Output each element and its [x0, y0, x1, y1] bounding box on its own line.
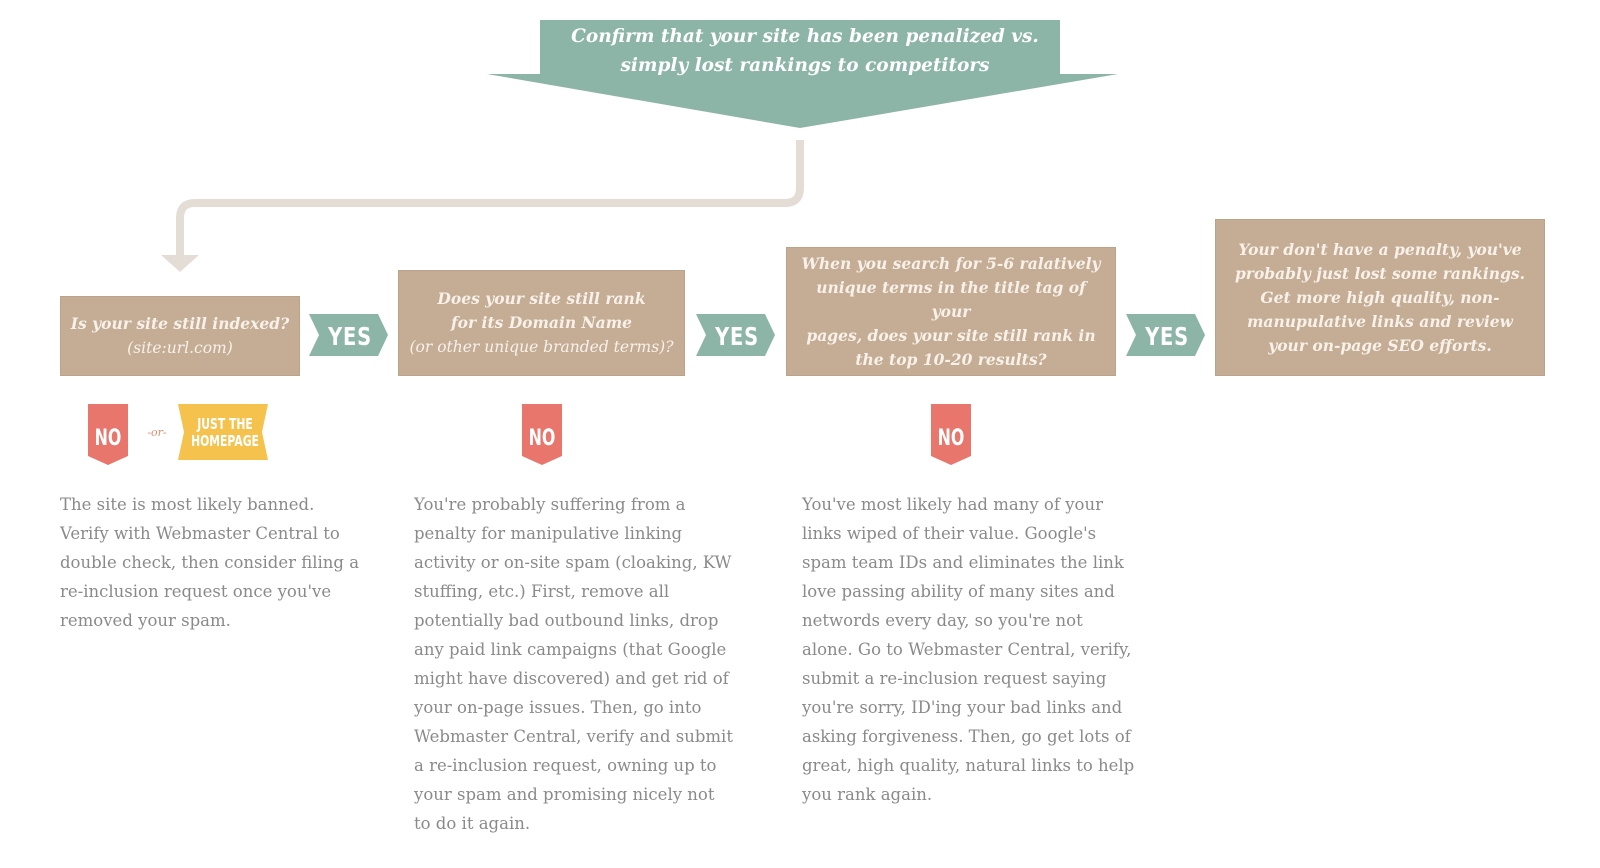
- question-text: unique terms in the title tag of your: [816, 277, 1086, 321]
- outcome-line: You're probably suffering from a: [414, 495, 686, 514]
- outcome-line: you're sorry, ID'ing your bad links and: [802, 698, 1123, 717]
- yes-label-1: YES: [328, 321, 372, 351]
- question-text: Is your site still indexed?: [70, 314, 290, 333]
- outcome-line: submit a re-inclusion request saying: [802, 669, 1107, 688]
- outcome-penalty: [414, 490, 744, 838]
- question-box-domain-rank: [398, 270, 685, 376]
- question-box-indexed: [60, 296, 300, 376]
- outcome-line: removed your spam.: [60, 611, 231, 630]
- connector-arrowhead: [161, 255, 199, 272]
- banner-line-2: simply lost rankings to competitors: [620, 55, 990, 76]
- question-text: for its Domain Name: [450, 313, 632, 332]
- outcome-line: double check, then consider filing a: [60, 553, 360, 572]
- no-label-1: NO: [94, 425, 122, 451]
- result-text: manupulative links and review: [1247, 311, 1513, 331]
- outcome-line: might have discovered) and get rid of: [414, 669, 729, 688]
- just-the-homepage-label: [193, 405, 258, 461]
- question-subtext: (or other unique branded terms)?: [409, 338, 674, 356]
- outcome-line: You've most likely had many of your: [802, 495, 1103, 514]
- outcome-line: any paid link campaigns (that Google: [414, 640, 727, 659]
- yes-label-2: YES: [715, 321, 759, 351]
- outcome-line: love passing ability of many sites and: [802, 582, 1115, 601]
- outcome-line: your spam and promising nicely not: [414, 785, 715, 804]
- no-label-3: NO: [937, 425, 965, 451]
- question-text: pages, does your site still rank in: [806, 325, 1096, 345]
- outcome-line: alone. Go to Webmaster Central, verify,: [802, 640, 1132, 659]
- outcome-banned: [60, 490, 370, 635]
- banner-line-1: Confirm that your site has been penalized vs.: [571, 26, 1039, 47]
- outcome-line: re-inclusion request once you've: [60, 582, 332, 601]
- outcome-line: Verify with Webmaster Central to: [60, 524, 340, 543]
- banner-title: [540, 22, 1070, 80]
- outcome-line: stuffing, etc.) First, remove all: [414, 582, 670, 601]
- outcome-devalued-links: [802, 490, 1137, 809]
- or-label: -or-: [147, 426, 167, 439]
- result-text: Get more high quality, non-: [1260, 287, 1500, 307]
- homepage-line-2: HOMEPAGE: [191, 432, 259, 450]
- outcome-line: asking forgiveness. Then, go get lots of: [802, 727, 1131, 746]
- outcome-line: links wiped of their value. Google's: [802, 524, 1097, 543]
- question-text: the top 10-20 results?: [855, 349, 1047, 369]
- no-label-2: NO: [528, 425, 556, 451]
- outcome-line: to do it again.: [414, 814, 531, 833]
- outcome-line: your on-page issues. Then, go into: [414, 698, 702, 717]
- result-box-no-penalty: [1215, 219, 1545, 376]
- outcome-line: spam team IDs and eliminates the link: [802, 553, 1124, 572]
- outcome-line: you rank again.: [802, 785, 933, 804]
- result-text: Your don't have a penalty, you've: [1238, 239, 1522, 259]
- outcome-line: penalty for manipulative linking: [414, 524, 683, 543]
- homepage-line-1: JUST THE: [197, 415, 253, 433]
- outcome-line: great, high quality, natural links to help: [802, 756, 1135, 775]
- result-text: your on-page SEO efforts.: [1268, 335, 1492, 355]
- outcome-line: a re-inclusion request, owning up to: [414, 756, 717, 775]
- outcome-line: The site is most likely banned.: [60, 495, 315, 514]
- yes-label-3: YES: [1145, 321, 1189, 351]
- outcome-line: potentially bad outbound links, drop: [414, 611, 719, 630]
- question-box-title-terms: [786, 247, 1116, 376]
- outcome-line: Webmaster Central, verify and submit: [414, 727, 733, 746]
- question-text: Does your site still rank: [437, 289, 646, 308]
- question-text: When you search for 5-6 ralatively: [801, 253, 1101, 273]
- outcome-line: activity or on-site spam (cloaking, KW: [414, 553, 732, 572]
- connector-line: [180, 140, 800, 256]
- question-subtext: (site:url.com): [127, 339, 233, 357]
- outcome-line: networds every day, so you're not: [802, 611, 1083, 630]
- result-text: probably just lost some rankings.: [1234, 263, 1526, 283]
